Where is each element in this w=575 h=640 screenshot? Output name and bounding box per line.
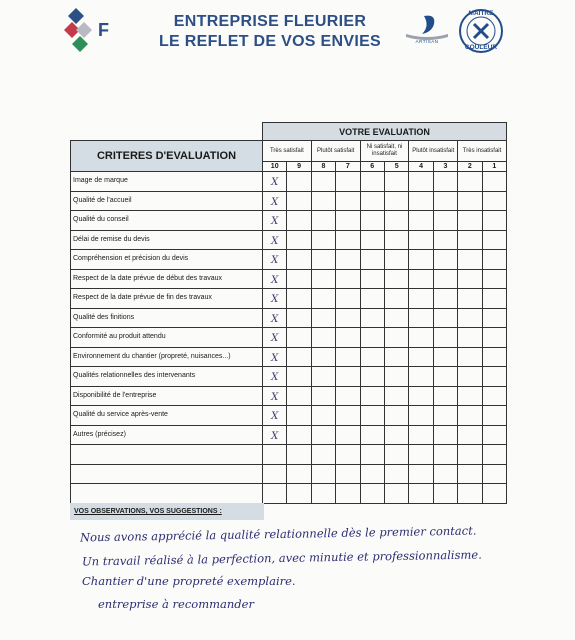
score-cell[interactable] bbox=[311, 289, 335, 309]
check-mark-icon: X bbox=[271, 391, 279, 403]
score-header-8: 8 bbox=[311, 162, 335, 172]
score-cell[interactable] bbox=[458, 289, 482, 309]
score-cell[interactable] bbox=[336, 425, 360, 445]
score-cell[interactable] bbox=[482, 250, 507, 270]
score-cell[interactable] bbox=[311, 406, 335, 426]
score-cell[interactable] bbox=[336, 367, 360, 387]
score-cell[interactable] bbox=[433, 386, 457, 406]
check-mark-icon: X bbox=[271, 196, 279, 208]
score-header-2: 2 bbox=[458, 162, 482, 172]
score-cell[interactable] bbox=[409, 445, 433, 465]
table-row bbox=[71, 445, 507, 465]
score-cell[interactable] bbox=[433, 269, 457, 289]
diamond-logo-icon bbox=[62, 6, 120, 60]
score-cell[interactable] bbox=[263, 347, 287, 367]
score-cell[interactable] bbox=[433, 484, 457, 504]
criterion-label: Qualité des finitions bbox=[71, 308, 263, 328]
blank-header bbox=[71, 123, 263, 141]
score-cell[interactable] bbox=[458, 250, 482, 270]
score-cell[interactable] bbox=[433, 250, 457, 270]
group-header: Plutôt satisfait bbox=[311, 141, 360, 162]
check-mark-icon: X bbox=[271, 177, 279, 189]
score-cell[interactable] bbox=[458, 484, 482, 504]
score-cell[interactable] bbox=[287, 367, 311, 387]
score-cell[interactable] bbox=[384, 250, 408, 270]
score-cell[interactable] bbox=[311, 172, 335, 192]
group-header: Très satisfait bbox=[263, 141, 312, 162]
score-cell[interactable] bbox=[433, 425, 457, 445]
check-mark-icon: X bbox=[271, 313, 279, 325]
score-cell[interactable] bbox=[263, 211, 287, 231]
artisan-logo bbox=[402, 12, 452, 48]
score-cell[interactable] bbox=[287, 172, 311, 192]
score-cell[interactable] bbox=[384, 386, 408, 406]
score-cell[interactable] bbox=[263, 269, 287, 289]
score-cell[interactable] bbox=[433, 289, 457, 309]
table-row bbox=[71, 308, 507, 328]
check-mark-icon: X bbox=[271, 235, 279, 247]
check-mark-icon: X bbox=[271, 255, 279, 267]
score-cell[interactable] bbox=[287, 211, 311, 231]
score-cell[interactable] bbox=[458, 464, 482, 484]
score-cell[interactable] bbox=[336, 289, 360, 309]
score-cell[interactable] bbox=[360, 484, 384, 504]
score-cell[interactable] bbox=[458, 191, 482, 211]
score-cell[interactable] bbox=[360, 406, 384, 426]
check-mark-icon: X bbox=[271, 411, 279, 423]
score-cell[interactable] bbox=[336, 230, 360, 250]
score-cell[interactable] bbox=[458, 328, 482, 348]
score-cell[interactable] bbox=[458, 230, 482, 250]
score-cell[interactable] bbox=[409, 191, 433, 211]
score-cell[interactable] bbox=[458, 347, 482, 367]
score-cell[interactable] bbox=[384, 484, 408, 504]
table-row bbox=[71, 367, 507, 387]
score-cell[interactable] bbox=[433, 211, 457, 231]
score-cell[interactable] bbox=[311, 464, 335, 484]
score-cell[interactable] bbox=[433, 367, 457, 387]
score-cell[interactable] bbox=[311, 445, 335, 465]
check-mark-icon: X bbox=[271, 216, 279, 228]
table-row bbox=[71, 172, 507, 192]
table-row bbox=[71, 269, 507, 289]
score-cell[interactable] bbox=[384, 445, 408, 465]
score-cell[interactable] bbox=[482, 191, 507, 211]
criteres-header: CRITERES D'EVALUATION bbox=[71, 141, 263, 172]
artisan-emblem-icon bbox=[402, 12, 452, 42]
score-cell[interactable] bbox=[263, 172, 287, 192]
criterion-label: Disponibilité de l'entreprise bbox=[71, 386, 263, 406]
score-cell[interactable] bbox=[360, 445, 384, 465]
score-cell[interactable] bbox=[482, 406, 507, 426]
score-cell[interactable] bbox=[336, 406, 360, 426]
criterion-label: Image de marque bbox=[71, 172, 263, 192]
score-cell[interactable] bbox=[458, 172, 482, 192]
score-cell[interactable] bbox=[384, 464, 408, 484]
criterion-label: Délai de remise du devis bbox=[71, 230, 263, 250]
score-cell[interactable] bbox=[287, 308, 311, 328]
score-cell[interactable] bbox=[482, 464, 507, 484]
score-cell[interactable] bbox=[409, 269, 433, 289]
score-cell[interactable] bbox=[482, 347, 507, 367]
score-cell[interactable] bbox=[433, 328, 457, 348]
score-cell[interactable] bbox=[360, 367, 384, 387]
score-cell[interactable] bbox=[287, 484, 311, 504]
criterion-label: Autres (précisez) bbox=[71, 425, 263, 445]
score-cell[interactable] bbox=[433, 406, 457, 426]
score-cell[interactable] bbox=[409, 211, 433, 231]
score-cell[interactable] bbox=[409, 406, 433, 426]
maitre-couleur-seal bbox=[458, 8, 504, 54]
criterion-label: Qualités relationnelles des intervenants bbox=[71, 367, 263, 387]
criterion-label: Conformité au produit attendu bbox=[71, 328, 263, 348]
score-cell[interactable] bbox=[360, 172, 384, 192]
criterion-label: Respect de la date prévue de fin des travaux bbox=[71, 289, 263, 309]
table-row bbox=[71, 347, 507, 367]
score-cell[interactable] bbox=[409, 484, 433, 504]
criterion-label bbox=[71, 484, 263, 504]
score-cell[interactable] bbox=[311, 484, 335, 504]
score-cell[interactable] bbox=[360, 269, 384, 289]
score-cell[interactable] bbox=[482, 328, 507, 348]
criterion-label: Qualité de l'accueil bbox=[71, 191, 263, 211]
score-cell[interactable] bbox=[311, 347, 335, 367]
criterion-label: Respect de la date prévue de début des travaux bbox=[71, 269, 263, 289]
score-cell[interactable] bbox=[384, 172, 408, 192]
score-cell[interactable] bbox=[287, 445, 311, 465]
score-cell[interactable] bbox=[482, 269, 507, 289]
score-cell[interactable] bbox=[263, 328, 287, 348]
score-cell[interactable] bbox=[433, 445, 457, 465]
logo-letter: F bbox=[98, 20, 109, 40]
score-header-10: 10 bbox=[263, 162, 287, 172]
page-title bbox=[130, 12, 410, 52]
group-header: Très insatisfait bbox=[458, 141, 507, 162]
score-cell[interactable] bbox=[409, 386, 433, 406]
score-cell[interactable] bbox=[360, 425, 384, 445]
score-cell[interactable] bbox=[433, 191, 457, 211]
score-cell[interactable] bbox=[384, 191, 408, 211]
score-cell[interactable] bbox=[287, 464, 311, 484]
score-cell[interactable] bbox=[409, 464, 433, 484]
seal-top-text: MAÎTRE bbox=[468, 10, 494, 17]
score-cell[interactable] bbox=[409, 172, 433, 192]
score-cell[interactable] bbox=[360, 308, 384, 328]
check-mark-icon: X bbox=[271, 294, 279, 306]
artisan-logo-text: ARTISAN bbox=[415, 39, 439, 44]
check-mark-icon: X bbox=[271, 430, 279, 442]
score-cell[interactable] bbox=[336, 250, 360, 270]
observation-line: Chantier d'une propreté exemplaire. bbox=[82, 574, 296, 588]
score-cell[interactable] bbox=[433, 308, 457, 328]
score-cell[interactable] bbox=[482, 445, 507, 465]
score-cell[interactable] bbox=[287, 269, 311, 289]
score-cell[interactable] bbox=[384, 230, 408, 250]
score-cell[interactable] bbox=[263, 367, 287, 387]
score-header-7: 7 bbox=[336, 162, 360, 172]
score-cell[interactable] bbox=[360, 250, 384, 270]
score-cell[interactable] bbox=[311, 191, 335, 211]
criterion-label: Compréhension et précision du devis bbox=[71, 250, 263, 270]
table-row bbox=[71, 328, 507, 348]
score-cell[interactable] bbox=[263, 425, 287, 445]
score-cell[interactable] bbox=[263, 386, 287, 406]
table-row bbox=[71, 211, 507, 231]
score-cell[interactable] bbox=[287, 425, 311, 445]
score-cell[interactable] bbox=[482, 308, 507, 328]
check-mark-icon: X bbox=[271, 333, 279, 345]
score-cell[interactable] bbox=[360, 289, 384, 309]
criteria-rows bbox=[71, 172, 507, 504]
score-cell[interactable] bbox=[458, 367, 482, 387]
score-header-4: 4 bbox=[409, 162, 433, 172]
group-header: Ni satisfait, ni insatisfait bbox=[360, 141, 409, 162]
score-cell[interactable] bbox=[360, 230, 384, 250]
score-cell[interactable] bbox=[384, 328, 408, 348]
criterion-label bbox=[71, 445, 263, 465]
score-cell[interactable] bbox=[384, 406, 408, 426]
criterion-label: Qualité du conseil bbox=[71, 211, 263, 231]
votre-evaluation-header: VOTRE EVALUATION bbox=[263, 123, 507, 141]
score-cell[interactable] bbox=[263, 191, 287, 211]
score-cell[interactable] bbox=[384, 269, 408, 289]
table-row bbox=[71, 484, 507, 504]
score-cell[interactable] bbox=[336, 211, 360, 231]
score-cell[interactable] bbox=[409, 367, 433, 387]
score-cell[interactable] bbox=[336, 386, 360, 406]
score-cell[interactable] bbox=[336, 328, 360, 348]
score-cell[interactable] bbox=[263, 406, 287, 426]
score-cell[interactable] bbox=[336, 172, 360, 192]
score-header-6: 6 bbox=[360, 162, 384, 172]
score-cell[interactable] bbox=[311, 328, 335, 348]
score-cell[interactable] bbox=[458, 308, 482, 328]
score-cell[interactable] bbox=[263, 484, 287, 504]
score-cell[interactable] bbox=[287, 328, 311, 348]
table-row bbox=[71, 425, 507, 445]
score-header-1: 1 bbox=[482, 162, 507, 172]
evaluation-table bbox=[70, 122, 507, 504]
score-cell[interactable] bbox=[311, 425, 335, 445]
score-cell[interactable] bbox=[384, 425, 408, 445]
score-cell[interactable] bbox=[287, 289, 311, 309]
score-cell[interactable] bbox=[311, 308, 335, 328]
table-row bbox=[71, 289, 507, 309]
score-cell[interactable] bbox=[336, 191, 360, 211]
score-cell[interactable] bbox=[458, 406, 482, 426]
title-line-2: LE REFLET DE VOS ENVIES bbox=[158, 33, 382, 50]
score-cell[interactable] bbox=[384, 289, 408, 309]
score-cell[interactable] bbox=[263, 464, 287, 484]
score-cell[interactable] bbox=[482, 425, 507, 445]
score-cell[interactable] bbox=[384, 308, 408, 328]
table-row bbox=[71, 406, 507, 426]
table-row bbox=[71, 230, 507, 250]
score-cell[interactable] bbox=[263, 230, 287, 250]
score-cell[interactable] bbox=[409, 328, 433, 348]
score-cell[interactable] bbox=[287, 250, 311, 270]
score-cell[interactable] bbox=[482, 289, 507, 309]
score-cell[interactable] bbox=[384, 347, 408, 367]
score-cell[interactable] bbox=[433, 347, 457, 367]
score-header-5: 5 bbox=[384, 162, 408, 172]
seal-bottom-text: COULEUR bbox=[464, 44, 498, 51]
score-cell[interactable] bbox=[482, 386, 507, 406]
score-cell[interactable] bbox=[409, 230, 433, 250]
score-cell[interactable] bbox=[336, 269, 360, 289]
score-cell[interactable] bbox=[360, 211, 384, 231]
score-cell[interactable] bbox=[433, 464, 457, 484]
score-header-9: 9 bbox=[287, 162, 311, 172]
score-cell[interactable] bbox=[263, 289, 287, 309]
score-cell[interactable] bbox=[360, 386, 384, 406]
score-cell[interactable] bbox=[311, 269, 335, 289]
score-cell[interactable] bbox=[458, 425, 482, 445]
score-cell[interactable] bbox=[384, 211, 408, 231]
observation-line: entreprise à recommander bbox=[98, 597, 254, 611]
score-cell[interactable] bbox=[360, 464, 384, 484]
score-cell[interactable] bbox=[482, 230, 507, 250]
score-cell[interactable] bbox=[336, 464, 360, 484]
observations-label: VOS OBSERVATIONS, VOS SUGGESTIONS : bbox=[70, 503, 264, 520]
group-header: Plutôt insatisfait bbox=[409, 141, 458, 162]
score-cell[interactable] bbox=[263, 250, 287, 270]
table-row bbox=[71, 386, 507, 406]
score-cell[interactable] bbox=[409, 425, 433, 445]
table-row bbox=[71, 191, 507, 211]
score-cell[interactable] bbox=[482, 484, 507, 504]
score-cell[interactable] bbox=[409, 308, 433, 328]
score-cell[interactable] bbox=[409, 250, 433, 270]
score-cell[interactable] bbox=[263, 445, 287, 465]
score-cell[interactable] bbox=[360, 347, 384, 367]
score-cell[interactable] bbox=[458, 386, 482, 406]
score-cell[interactable] bbox=[287, 386, 311, 406]
score-cell[interactable] bbox=[336, 347, 360, 367]
company-logo bbox=[62, 6, 120, 60]
score-cell[interactable] bbox=[336, 308, 360, 328]
table-row bbox=[71, 464, 507, 484]
criterion-label: Environnement du chantier (propreté, nuisances...) bbox=[71, 347, 263, 367]
score-cell[interactable] bbox=[482, 172, 507, 192]
check-mark-icon: X bbox=[271, 372, 279, 384]
score-cell[interactable] bbox=[433, 172, 457, 192]
score-cell[interactable] bbox=[458, 445, 482, 465]
score-cell[interactable] bbox=[287, 406, 311, 426]
score-cell[interactable] bbox=[287, 347, 311, 367]
score-cell[interactable] bbox=[384, 367, 408, 387]
score-cell[interactable] bbox=[409, 347, 433, 367]
score-cell[interactable] bbox=[458, 211, 482, 231]
score-cell[interactable] bbox=[311, 367, 335, 387]
score-header-3: 3 bbox=[433, 162, 457, 172]
observation-line: Un travail réalisé à la perfection, avec minutie et professionnalisme. bbox=[81, 547, 482, 569]
score-cell[interactable] bbox=[360, 328, 384, 348]
score-cell[interactable] bbox=[311, 250, 335, 270]
check-mark-icon: X bbox=[271, 274, 279, 286]
score-cell[interactable] bbox=[336, 445, 360, 465]
score-cell[interactable] bbox=[311, 230, 335, 250]
criterion-label bbox=[71, 464, 263, 484]
score-cell[interactable] bbox=[263, 308, 287, 328]
score-cell[interactable] bbox=[433, 230, 457, 250]
score-cell[interactable] bbox=[482, 367, 507, 387]
table-row bbox=[71, 250, 507, 270]
score-cell[interactable] bbox=[311, 386, 335, 406]
score-cell[interactable] bbox=[409, 289, 433, 309]
score-cell[interactable] bbox=[336, 484, 360, 504]
score-cell[interactable] bbox=[287, 191, 311, 211]
title-line-1: ENTREPRISE FLEURIER bbox=[173, 13, 367, 30]
score-cell[interactable] bbox=[482, 211, 507, 231]
criterion-label: Qualité du service après-vente bbox=[71, 406, 263, 426]
score-cell[interactable] bbox=[458, 269, 482, 289]
score-cell[interactable] bbox=[360, 191, 384, 211]
score-cell[interactable] bbox=[287, 230, 311, 250]
score-cell[interactable] bbox=[311, 211, 335, 231]
observation-line: Nous avons apprécié la qualité relationnelle dès le premier contact. bbox=[79, 523, 477, 545]
check-mark-icon: X bbox=[271, 352, 279, 364]
